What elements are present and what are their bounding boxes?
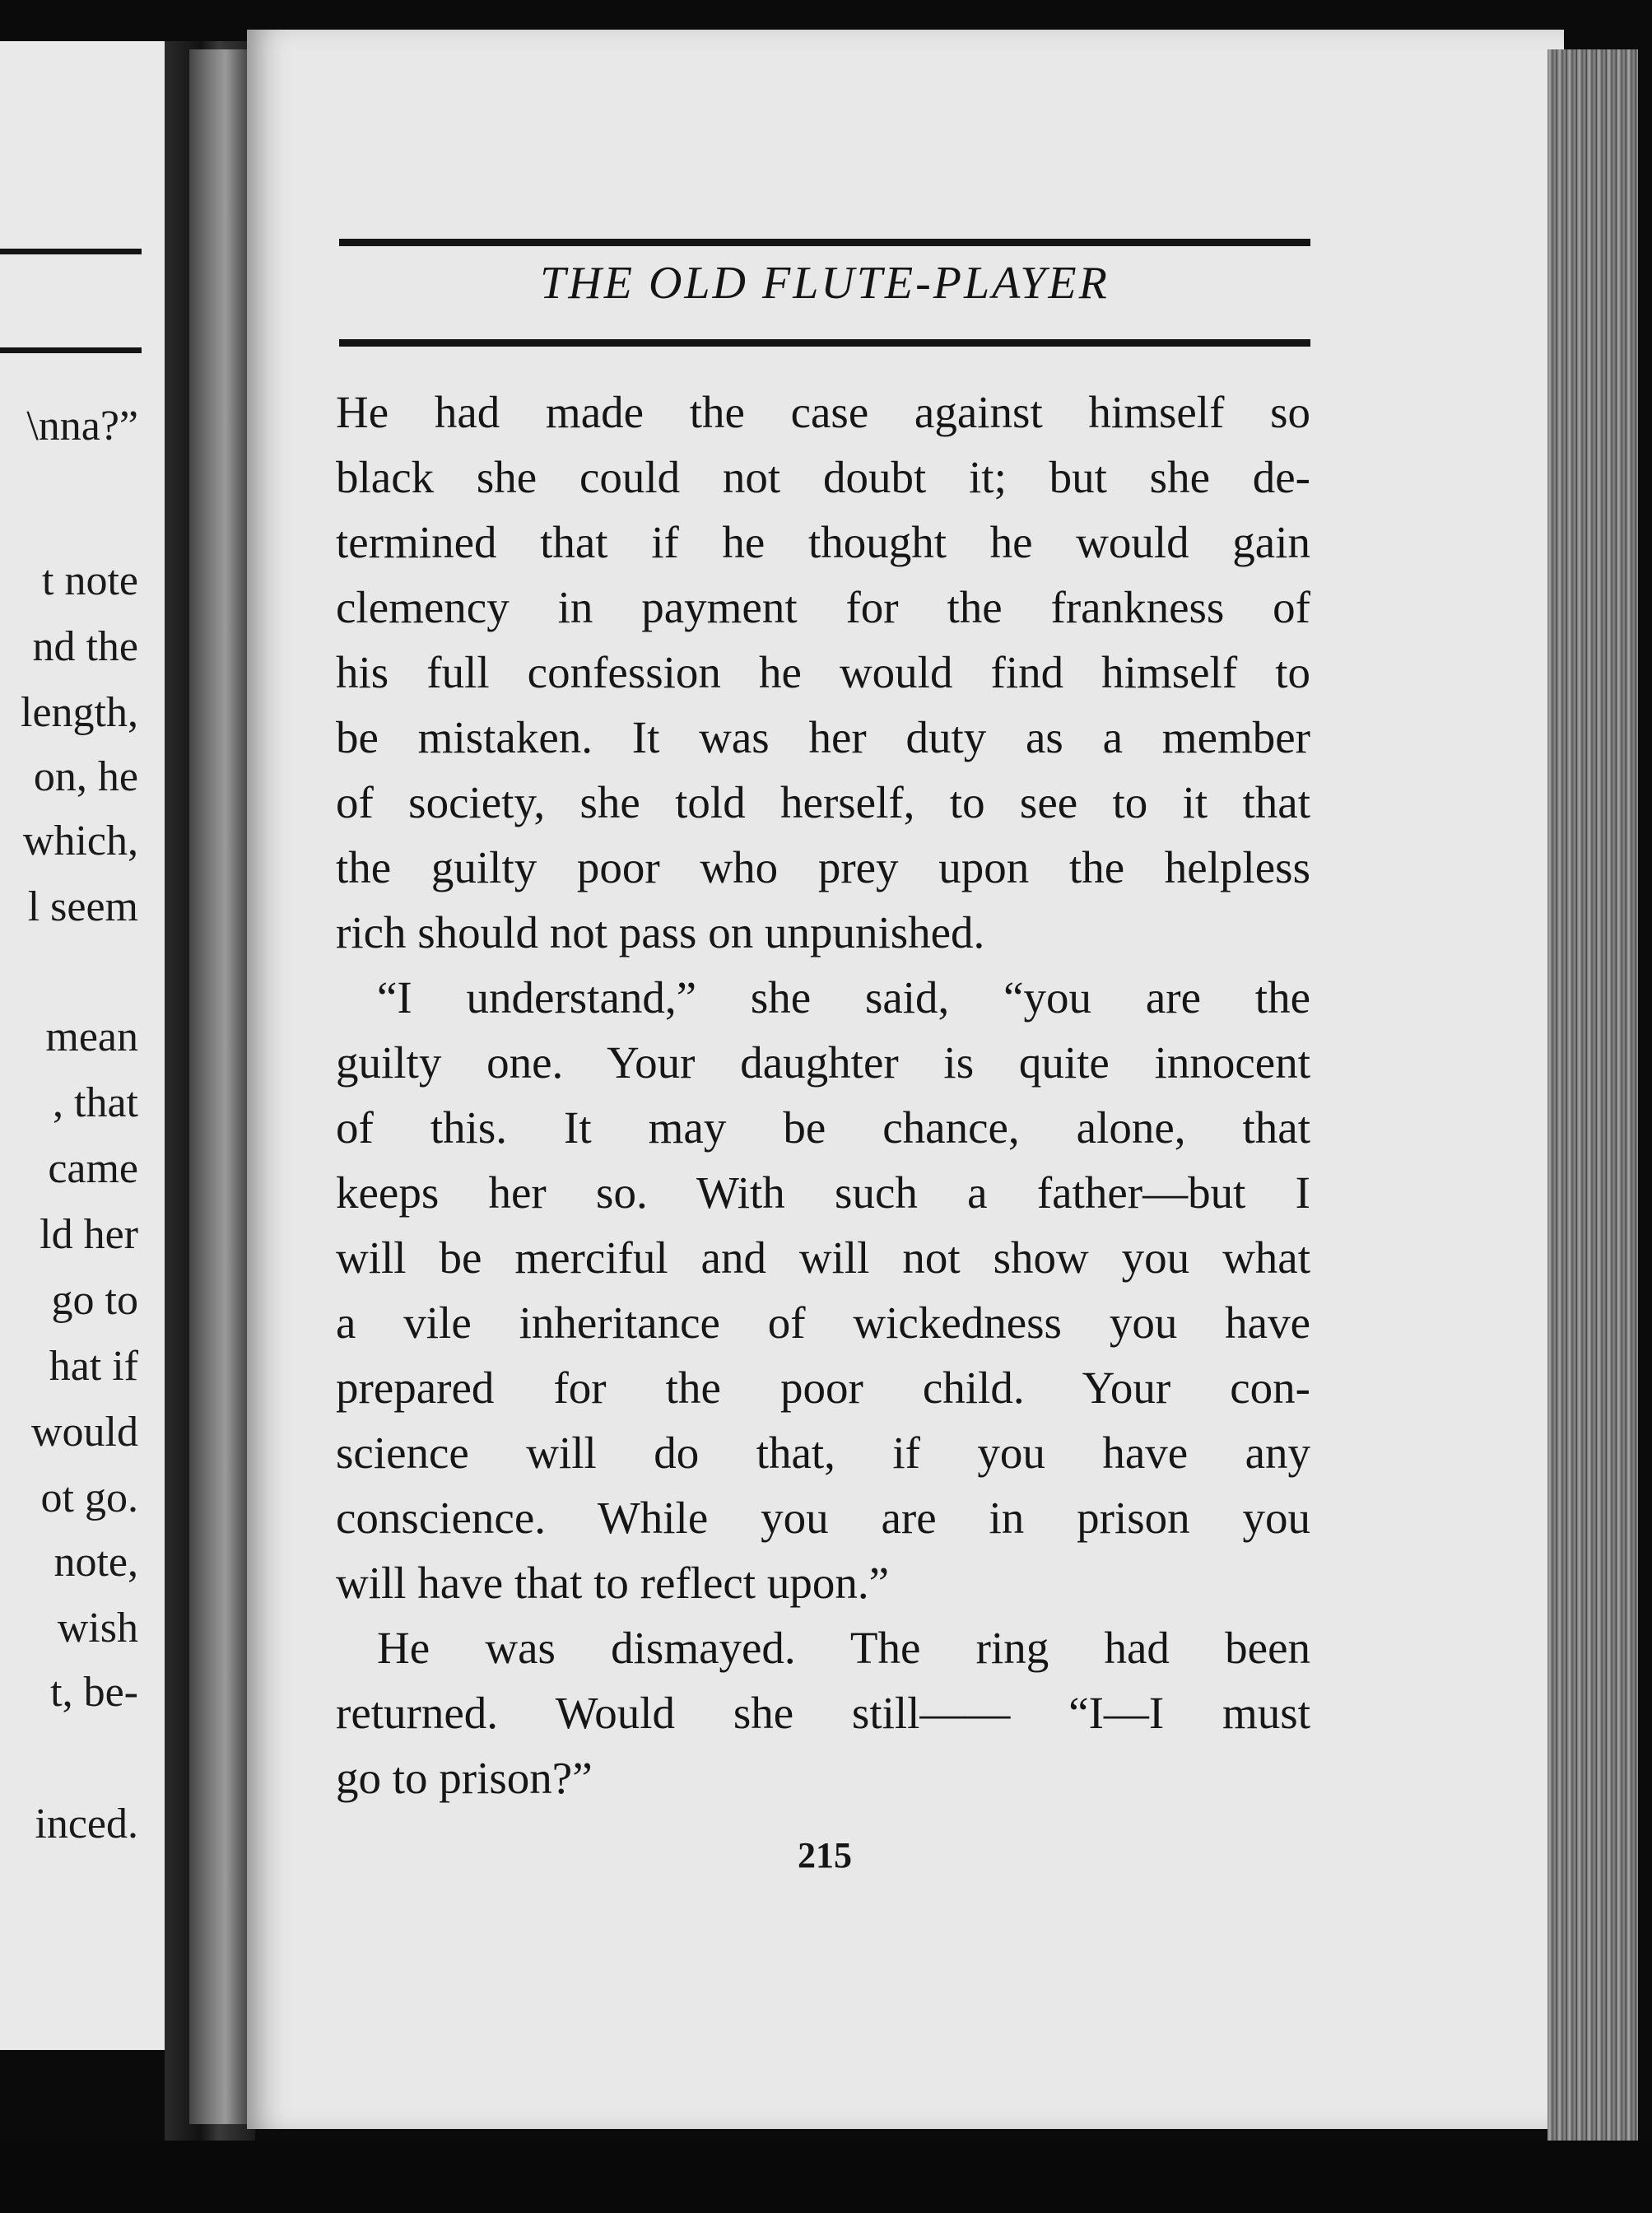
text-line: He was dismayed. The ring had been: [377, 1623, 1310, 1673]
left-page-fragment: mean: [45, 1013, 138, 1060]
text-line: science will do that, if you have any: [336, 1428, 1310, 1478]
left-page-top-rule: [0, 249, 142, 254]
left-page-fragment: which,: [22, 818, 138, 864]
page-number: 215: [798, 1835, 852, 1875]
left-page-fragment: on, he: [33, 753, 138, 800]
scan-bottom-border: [0, 2141, 1652, 2213]
text-line: of society, she told herself, to see to it that: [336, 777, 1310, 827]
left-page-fragment: go to: [51, 1277, 138, 1324]
text-line: guilty one. Your daughter is quite innocent: [336, 1037, 1310, 1088]
text-line: a vile inheritance of wickedness you have: [336, 1298, 1310, 1348]
left-page-fragment: ot go.: [40, 1475, 138, 1521]
left-page-fragment: t note: [42, 557, 138, 604]
left-page-fragment: nd the: [32, 623, 138, 670]
left-page-fragment: hat if: [49, 1343, 138, 1390]
text-line: be mistaken. It was her duty as a member: [336, 712, 1310, 762]
text-line: go to prison?”: [336, 1753, 593, 1803]
text-line: clemency in payment for the frankness of: [336, 582, 1310, 632]
left-page-second-rule: [0, 347, 142, 353]
text-line: black she could not doubt it; but she de-: [336, 452, 1310, 502]
text-line: will have that to reflect upon.”: [336, 1558, 889, 1608]
text-line: of this. It may be chance, alone, that: [336, 1102, 1310, 1153]
text-line: returned. Would she still—— “I—I must: [336, 1688, 1310, 1738]
text-line: will be merciful and will not show you what: [336, 1232, 1310, 1283]
left-page-fragment: note,: [54, 1539, 138, 1586]
page-edges: [1547, 49, 1638, 2173]
page-stack-shadow: [189, 49, 255, 2124]
left-page-fragment: , that: [53, 1079, 138, 1126]
left-page-fragment: \nna?”: [26, 403, 138, 450]
left-page-fragment: length,: [21, 689, 138, 736]
text-line: rich should not pass on unpunished.: [336, 907, 985, 957]
header-bottom-rule: [339, 339, 1310, 347]
text-line: conscience. While you are in prison you: [336, 1493, 1310, 1543]
text-line: termined that if he thought he would gain: [336, 517, 1310, 567]
text-line: “I understand,” she said, “you are the: [377, 972, 1310, 1023]
text-line: keeps her so. With such a father—but I: [336, 1167, 1310, 1218]
text-line: prepared for the poor child. Your con-: [336, 1363, 1310, 1413]
left-page-fragment: t, be-: [50, 1669, 138, 1716]
header-top-rule: [339, 239, 1310, 246]
left-page-fragment: would: [31, 1409, 138, 1456]
text-line: the guilty poor who prey upon the helpless: [336, 842, 1310, 892]
text-line: his full confession he would find himself to: [336, 647, 1310, 697]
left-page-fragment: ld her: [40, 1211, 138, 1258]
left-page-fragment: came: [48, 1145, 138, 1192]
left-page-fragment: wish: [57, 1605, 138, 1652]
left-page-fragment: inced.: [35, 1801, 138, 1847]
running-head: THE OLD FLUTE-PLAYER: [540, 258, 1110, 309]
left-page-fragment: l seem: [27, 883, 138, 930]
text-line: He had made the case against himself so: [336, 387, 1310, 437]
